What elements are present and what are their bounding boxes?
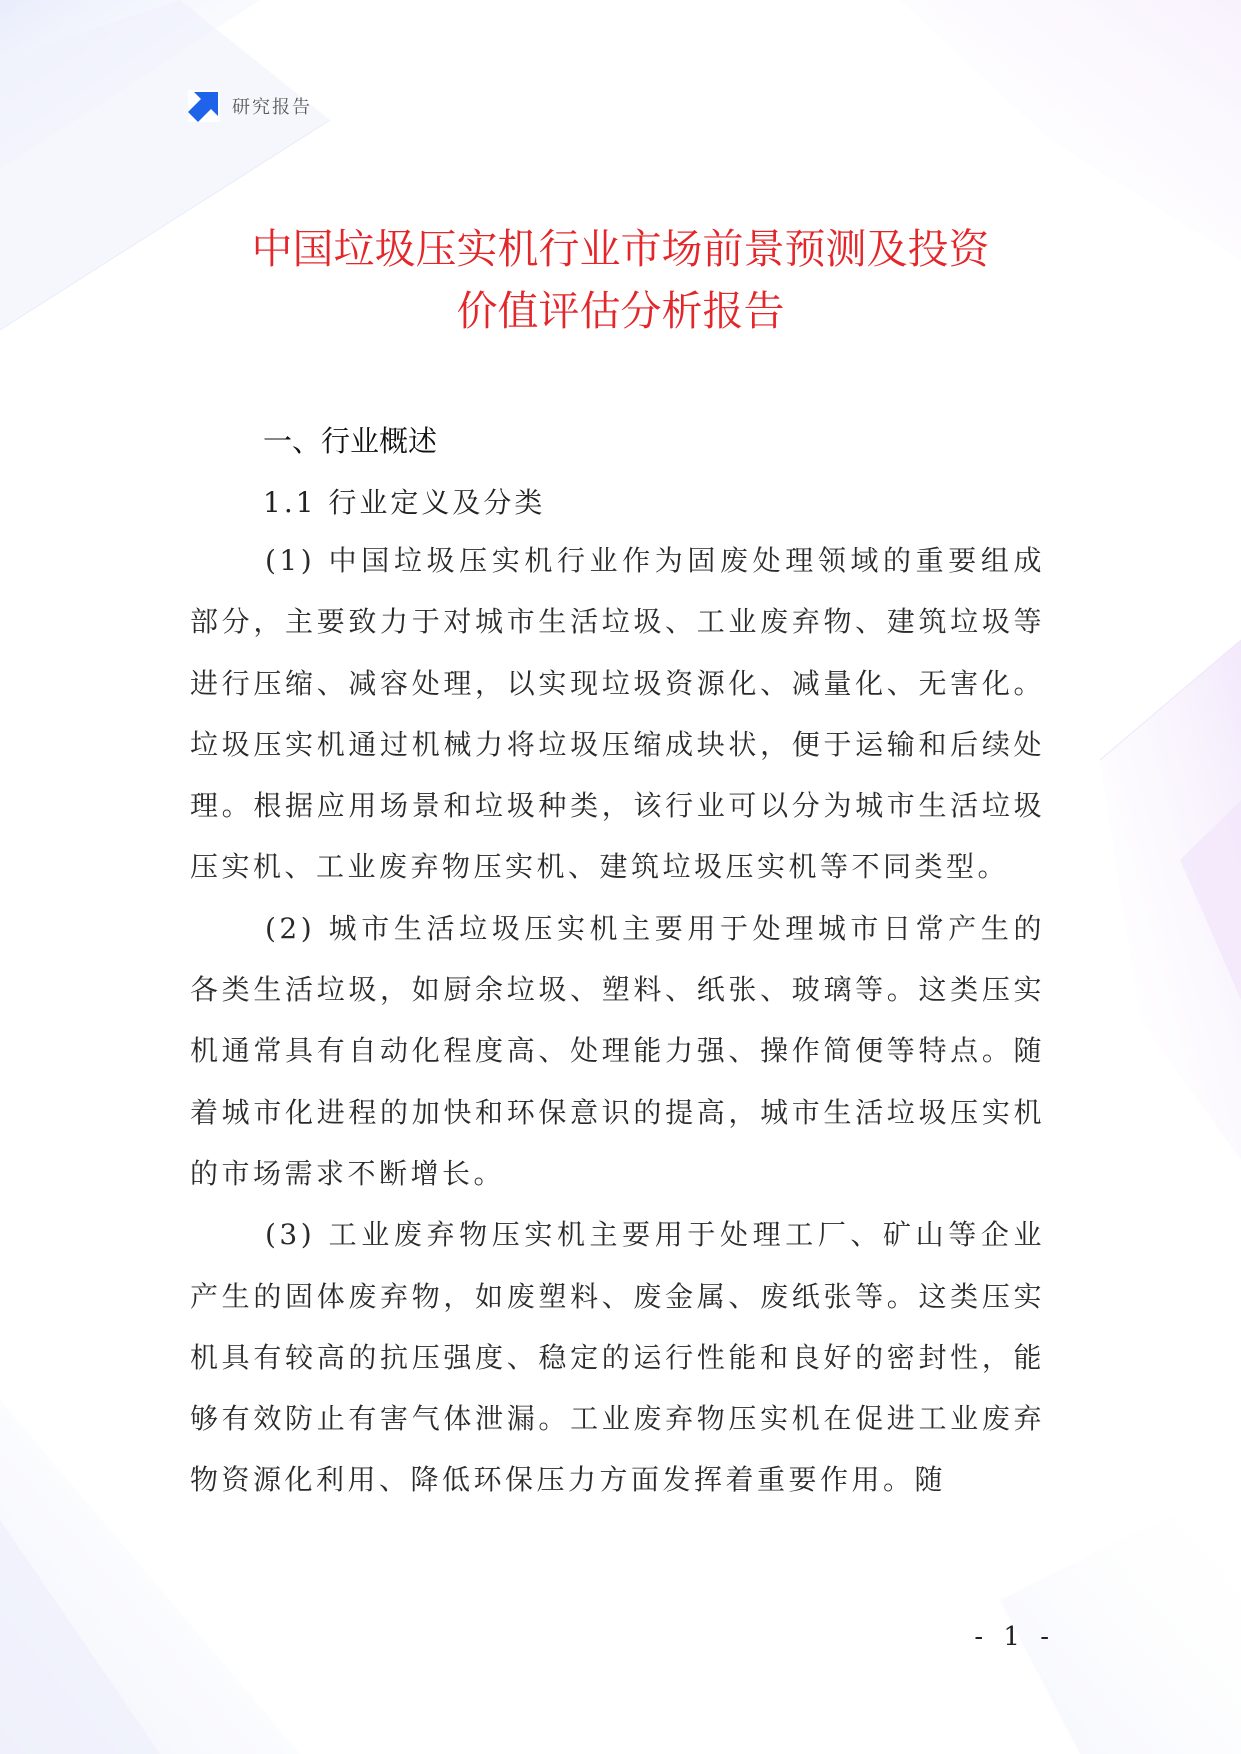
- sub-heading: 1.1 行业定义及分类: [263, 486, 546, 519]
- page-number: - 1 -: [974, 1622, 1055, 1652]
- paragraph-3: (3) 工业废弃物压实机主要用于处理工厂、矿山等企业产生的固体废弃物，如废塑料、废金属、废纸张等。这类压实机具有较高的抗压强度、稳定的运行性能和良好的密封性，能够有效防止有害气体泄漏。工业废弃物压实机在促进工业废弃物资源化利用、降低环保压力方面发挥着重要作用。随: [190, 1218, 1045, 1497]
- paragraph-2: (2) 城市生活垃圾压实机主要用于处理城市日常产生的各类生活垃圾，如厨余垃圾、塑料、纸张、玻璃等。这类压实机通常具有自动化程度高、处理能力强、操作简便等特点。随着城市化进程的加快和环保意识的提高，城市生活垃圾压实机的市场需求不断增长。: [190, 911, 1045, 1190]
- section-heading: 一、行业概述: [263, 424, 438, 458]
- paragraph-1: (1) 中国垃圾压实机行业作为固废处理领域的重要组成部分，主要致力于对城市生活垃圾、工业废弃物、建筑垃圾等进行压缩、减容处理，以实现垃圾资源化、减量化、无害化。垃圾压实机通过机械力将垃圾压缩成块状，便于运输和后续处理。根据应用场景和垃圾种类，该行业可以分为城市生活垃圾压实机、工业废弃物压实机、建筑垃圾压实机等不同类型。: [190, 544, 1045, 884]
- report-type-label: 研究报告: [232, 97, 312, 118]
- body-text: [190, 530, 1045, 1511]
- report-header: [188, 90, 312, 122]
- arrow-up-right-icon: [188, 90, 220, 122]
- report-title-line-1: 中国垃圾压实机行业市场前景预测及投资: [251, 225, 990, 273]
- report-title-line-2: 价值评估分析报告: [456, 287, 785, 335]
- report-title: [150, 218, 1091, 342]
